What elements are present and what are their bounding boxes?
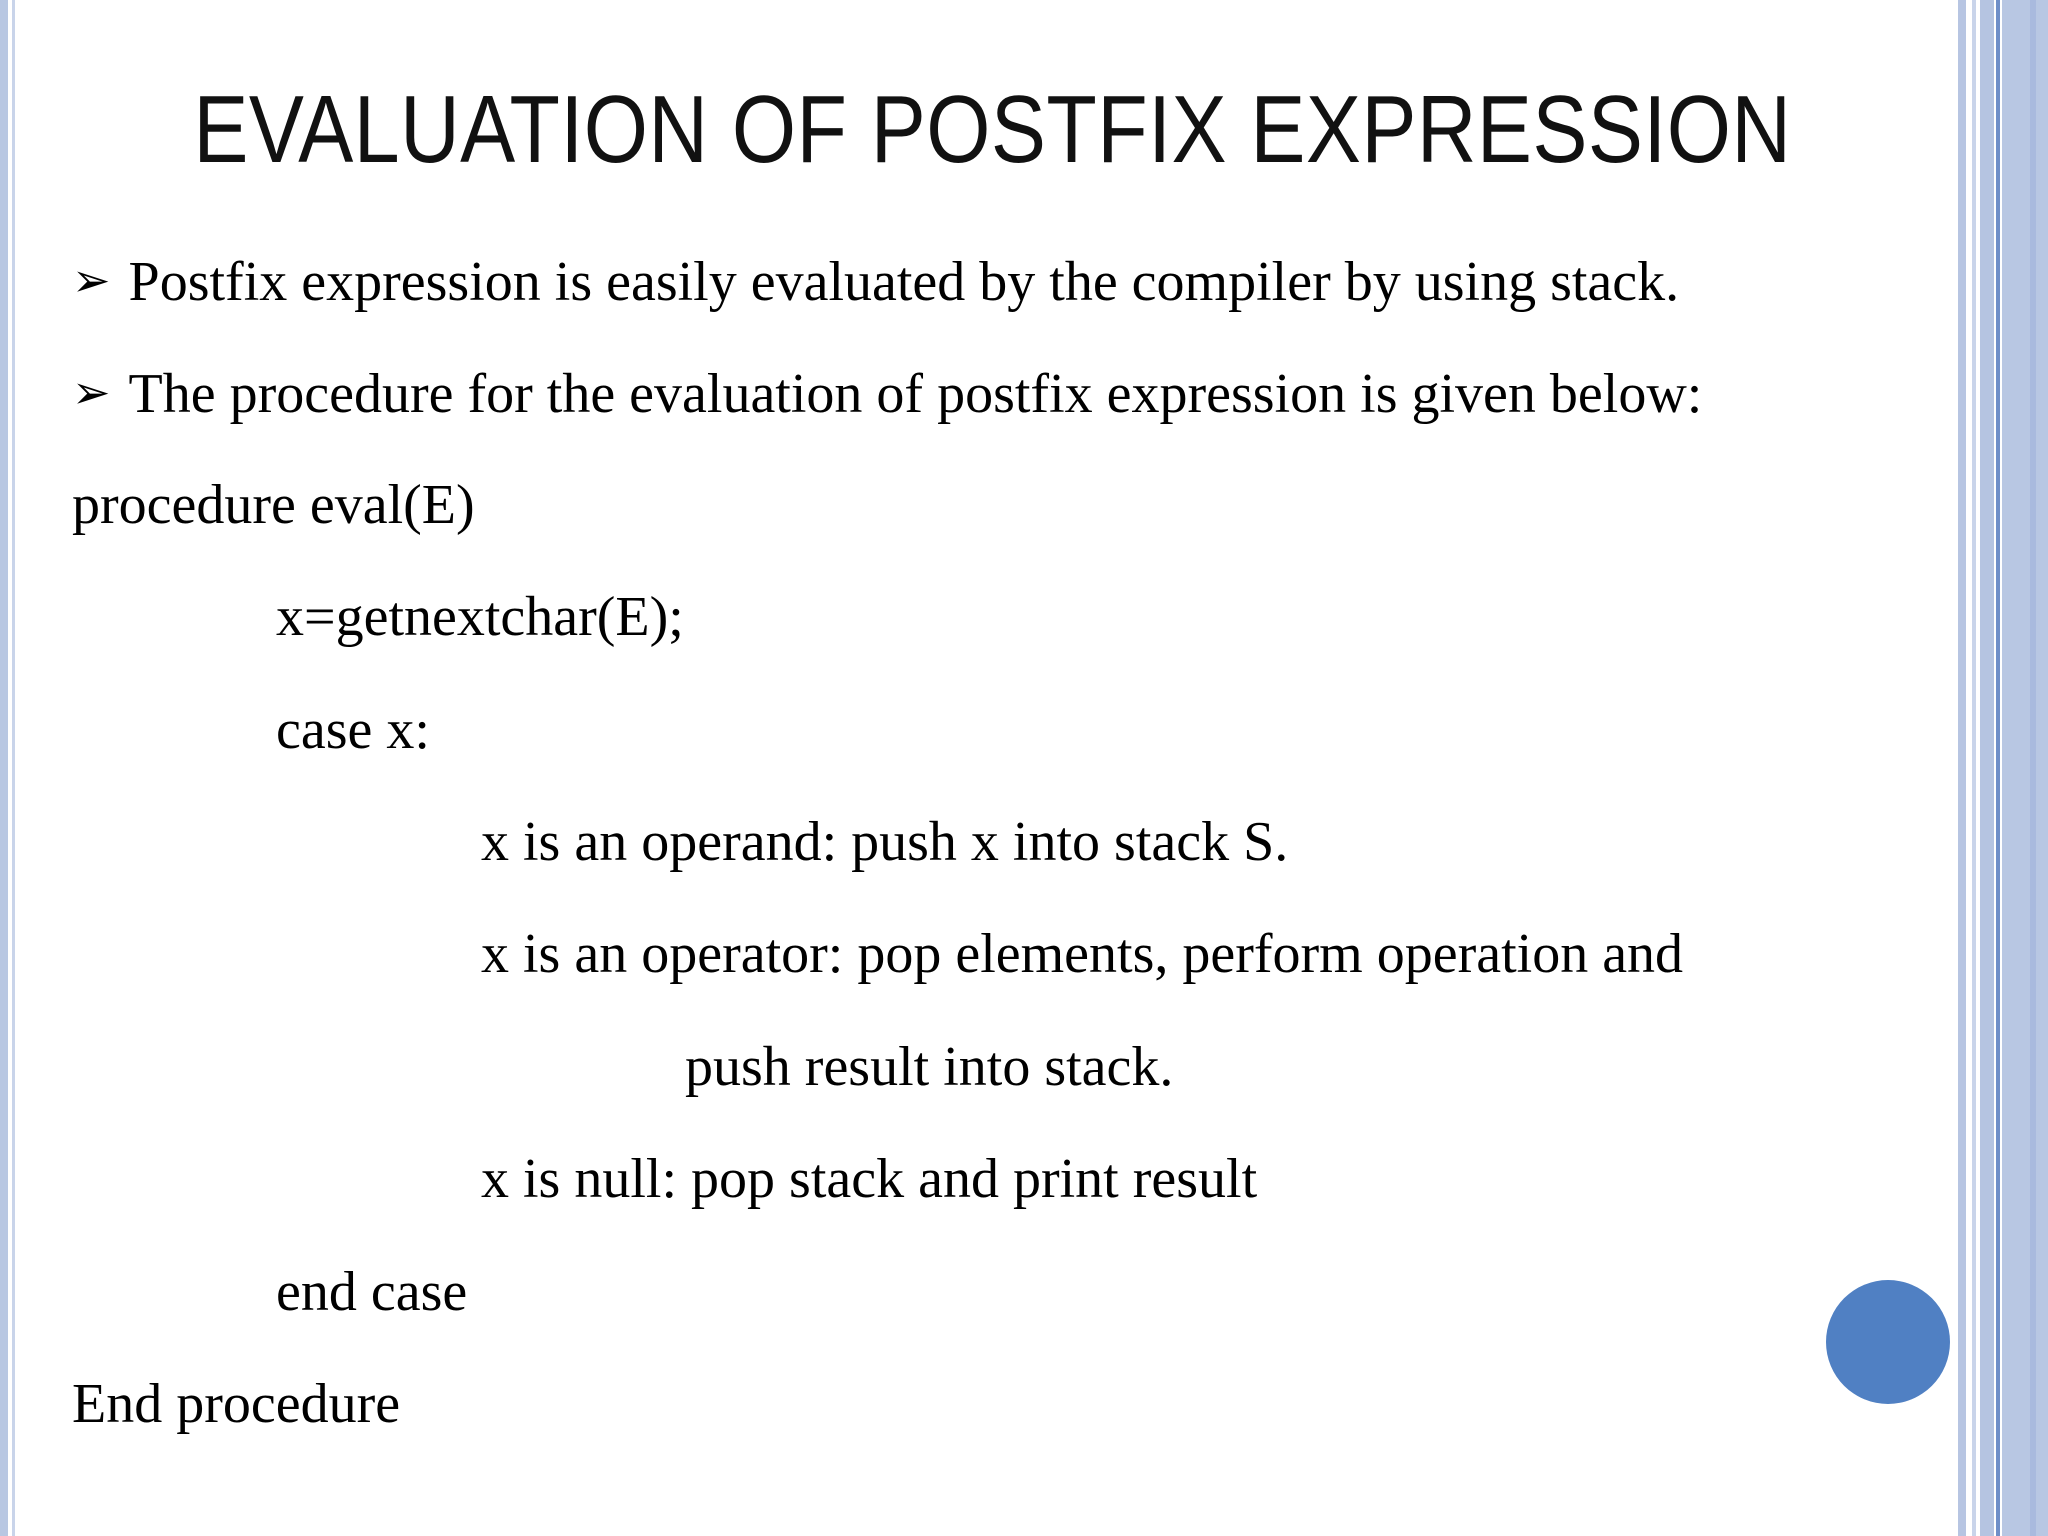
right-border-accent-line	[1996, 0, 2000, 1536]
bullet-item	[72, 357, 1702, 429]
code-operand-case: x is an operand: push x into stack S.	[481, 811, 1289, 873]
bullet-text: The procedure for the evaluation of postfix expression is given below:	[128, 363, 1703, 425]
arrow-bullet-icon: ➢	[72, 253, 111, 307]
bullet-item	[72, 245, 1679, 317]
code-end-case: end case	[276, 1261, 468, 1323]
left-border	[0, 0, 8, 1536]
code-case-header: case x:	[276, 699, 430, 761]
right-border-stripe	[1980, 0, 1994, 1536]
arrow-bullet-icon: ➢	[72, 365, 111, 419]
code-null-case: x is null: pop stack and print result	[481, 1148, 1258, 1210]
right-border-stripe	[1972, 0, 1976, 1536]
code-operator-case: x is an operator: pop elements, perform operation and	[481, 923, 1684, 985]
decorative-circle	[1826, 1280, 1950, 1404]
code-getnext-line: x=getnextchar(E);	[276, 586, 684, 648]
left-border-inner	[12, 0, 15, 1536]
bullet-text: Postfix expression is easily evaluated by the compiler by using stack.	[128, 251, 1680, 313]
right-border-stripe	[1958, 0, 1966, 1536]
code-operator-case-continuation: push result into stack.	[685, 1036, 1174, 1098]
code-procedure-header: procedure eval(E)	[72, 474, 475, 536]
right-border-stripe	[2002, 0, 2048, 1536]
right-border-stripe	[2030, 0, 2036, 1536]
code-end-procedure: End procedure	[72, 1373, 401, 1435]
slide-title: EVALUATION OF POSTFIX EXPRESSION	[193, 76, 1792, 183]
